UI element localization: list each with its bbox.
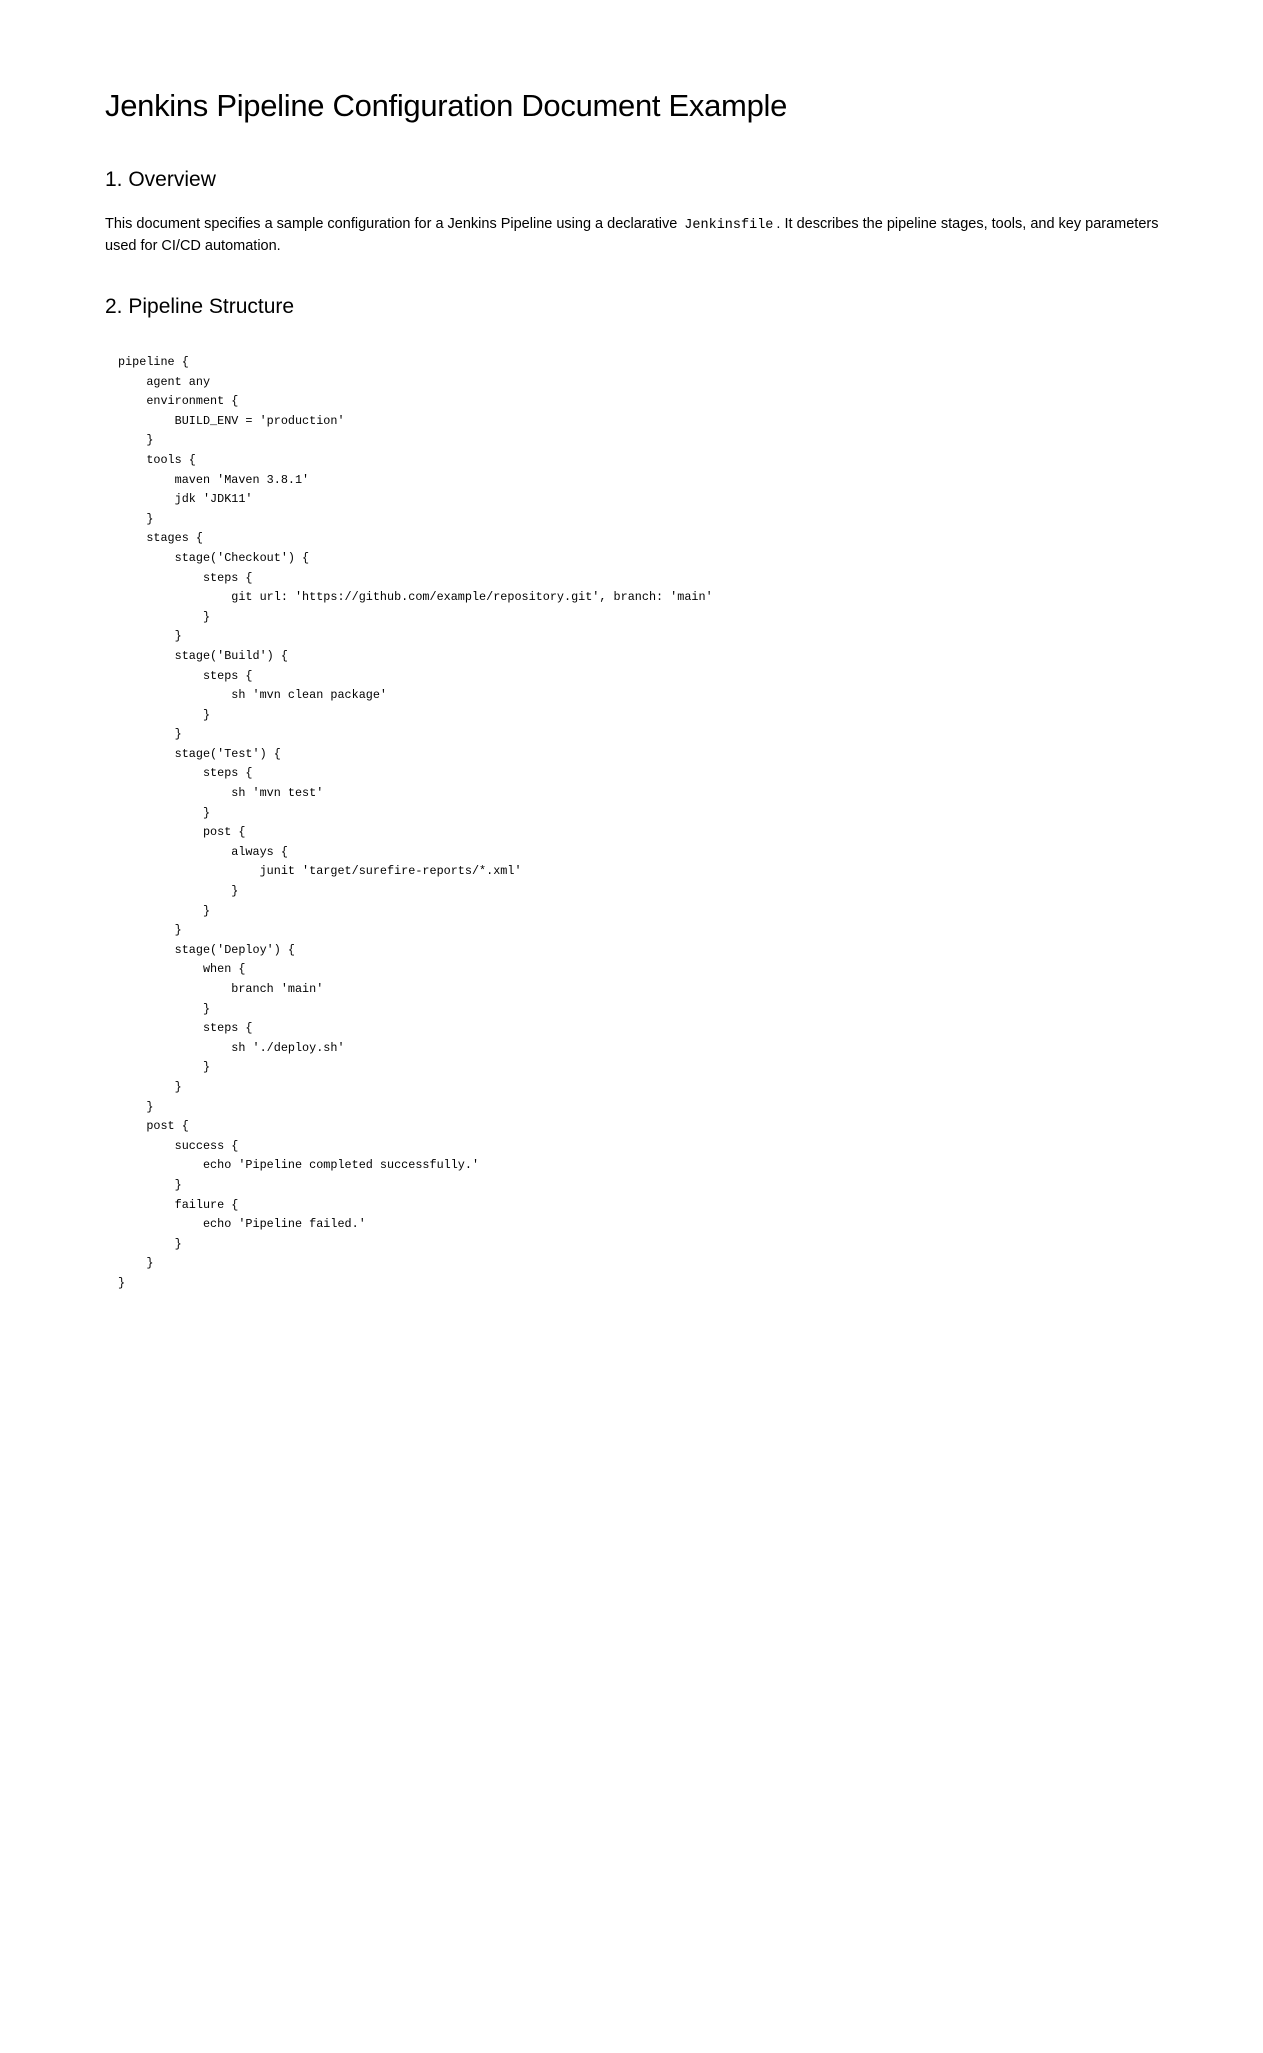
page-title: Jenkins Pipeline Configuration Document Example [105, 88, 788, 123]
overview-paragraph [105, 214, 1160, 257]
overview-text-after: . It describes the pipeline stages, tools, and key parameters used for CI/CD automation. [105, 216, 1159, 254]
inline-code-jenkinsfile: Jenkinsfile [684, 218, 774, 233]
section-heading-overview: 1. Overview [105, 168, 216, 191]
section-heading-pipeline-structure: 2. Pipeline Structure [105, 295, 295, 318]
overview-text-before: This document specifies a sample configuration for a Jenkins Pipeline using a declarative [105, 216, 678, 232]
pipeline-code-block: pipeline { agent any environment { BUILD_ENV = 'production' } tools { maven 'Maven 3.8.1' jdk 'JDK11' } stages { stage('Checkout') { steps { git url: 'https://github.com/example/repository.git', branch: 'main' } } stage('Build') { steps { sh 'mvn clean package' } } stage('Test') { steps { sh 'mvn test' } post { always { junit 'target/surefire-reports/*.xml' } } } stage('Deploy') { when { branch 'main' } steps { sh './deploy.sh' } } } post { success { echo 'Pipeline completed successfully.' } failure { echo 'Pipeline failed.' } } } [118, 355, 713, 1290]
